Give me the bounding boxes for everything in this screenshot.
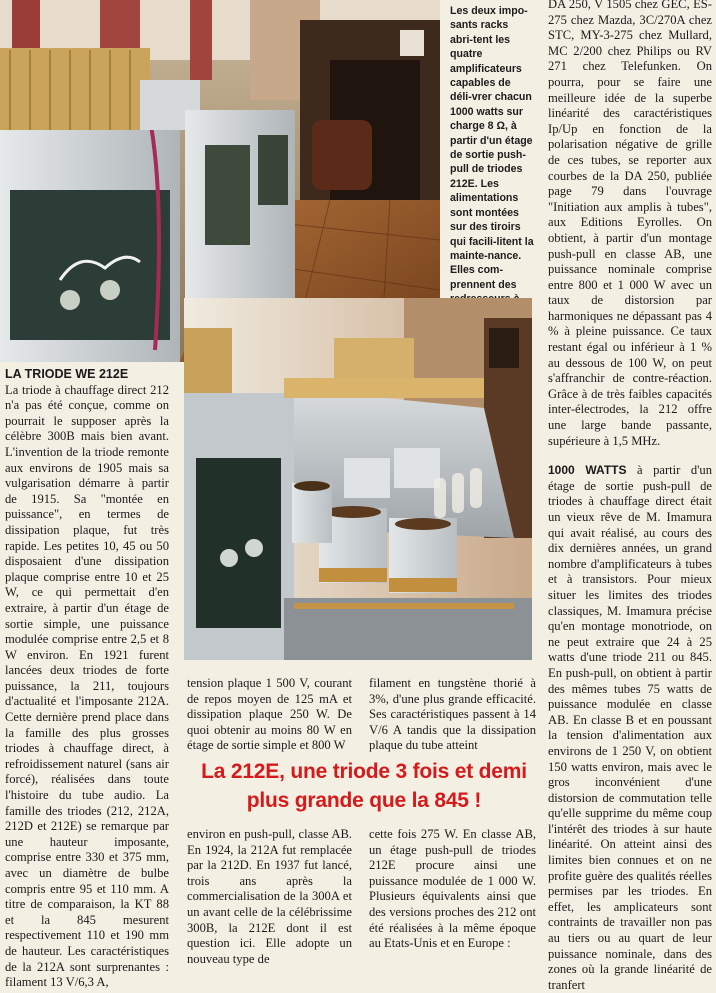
column-2-top: tension plaque 1 500 V, courant de repos moyen de 125 mA et dissipation plaque 250 W. De quoi obtenir au moins 80 W en étage de sortie simple et 800 W <box>187 676 352 753</box>
section-heading-1000-watts: 1000 WATTS <box>548 463 627 478</box>
section-heading-triode: LA TRIODE WE 212E <box>5 367 129 381</box>
column-3-bottom: cette fois 275 W. En classe AB, un étage push-pull de triodes 212E procure ainsi une puissance modulée de 1 000 W. Plusieurs équivalents ainsi que des versions proches des 212 ont été réalisées à la même époque au Etats-Unis et en Europe : <box>369 827 536 951</box>
column-3-top: filament en tungstène thorié à 3%, d'une plus grande efficacité. Ses caractéristiques passent à 14 V/6 A tandis que la dissipation plaque du tube atteint <box>369 676 536 753</box>
column-4-text-top: DA 250, V 1505 chez GEC, ES-275 chez Mazda, 3C/270A chez STC, MY-3-275 chez Mullard, MC 2/200 chez Philips ou RV 271 chez Telefunken. On pourra, pour se faire une meilleure idée de la superbe linéarité des caractéristiques Ip/Up en fonction de la polarisation négative de grille de ces tubes, se reporter aux courbes de la DA 250, publiée page 79 dans l'ouvrage "Initiation aux amplis à tubes", aux Editions Eyrolles. On obtient, à partir d'un montage push-pull en classe AB, une puissance nominale comprise entre 800 et 1 000 W avec un taux de distorsion par harmoniques ne dépassant pas 4 % à pleine puissance. Ce taux restant égal ou inférieur à 1 % au dessous de 100 W, on peut s'affranchir de contre-réaction. Grâce à de très faibles capacités inter-électrodes, la 212 offre une large bande passante, supérieure à 1,5 MHz. <box>548 0 712 448</box>
photo-caption: Les deux impo-sants racks abri-tent les quatre amplificateurs capables de déli-vrer chacun 1000 watts sur charge 8 Ω, à partir d'un étage de sortie push-pull de triodes 212E. Les alimentations sont montées sur des tiroirs qui facili-litent la mainte-nance. Elles com-prennent des <box>450 5 534 291</box>
column-1-text: La triode à chauffage direct 212 n'a pas été conçue, comme on pourrait le supposer après la célèbre 300B mais bien avant. L'invention de la triode remonte aux environs de 1905 mais sa vulgarisation démarre à partir de 1915. Sa "montée en puissance", en termes de dissipation plaque, fut très rapide. Les petites 10, 45 ou 50 disposaient d'une dissipation plaque comprise entre 10 et 25 W, ce qui permettait d'en extraire, à partir d'un étage de sortie simple, une puissance modulée comprise entre 2,5 et 8 W environ. En 1921 furent lancées deux triodes de forte puissance, la 211, toujours d'actualité et l'imposante 212A. Cette dernière prend place dans la famille des plus grosses triodes à chauffage direct, à refroidissement naturel (sans air forcé), réalisées dans toute l'histoire du tube audio. La famille des triodes (212, 212A, 212D et 212E) se remarque par une hauteur imposante, comprise entre 330 et 375 mm, avec un diamètre de bulbe compris entre 95 et 110 mm. A titre de comparaison, la KT 88 et la 845 mesurent respectivement 110 et 190 mm de hauteur. Les caractéristiques de la 212A sont surprenantes : filament 13 V/6,3 A, <box>5 382 169 990</box>
column-2-bottom: environ en push-pull, classe AB. En 1924, la 212A fut remplacée par la 212D. En 1937 fut lancé, trois ans après la commercialisation de la 300A et un avant celle de la célébrissime 300B, la 212E dont il est question ici. Elle adopte un nouveau type de <box>187 827 352 966</box>
column-4 <box>548 0 712 993</box>
photo-amplifier-closeup <box>184 298 532 660</box>
column-4-text-bottom: à partir d'un étage de sortie push-pull de triodes à chauffage direct était un vieux rêve de M. Imamura qui avait réalisé, au cours des dix dernières années, un grand nombre d'amplificateurs à tubes et à transistors. Pour mieux situer les limites des triodes classiques, M. Imamura précise qu'en montage monotriode, on ne peut extraire que 24 à 25 watts d'une triode 211 ou 845. En push-pull, on obtient à partir des mêmes tubes 75 watts de puissance modulée en classe AB. En classe B et en poussant la tension d'alimentation aux environs de 1 250 V, on obtient 150 watts environ, mais avec le gros inconvénient d'une distorsion de commutation telle qu'elle supprime du même coup l'intérêt des triodes à sur haute linéarité. On atteint ainsi des limites bien connues et on ne profite guère des qualités réelles permises par les triodes. En effet, les amplicateurs sont contraints de travailler non pas au tiers ou au quart de leur puissance nominale, dans des zones où la grande linéarité de tranfert <box>548 463 712 992</box>
pull-quote: La 212E, une triode 3 fois et demi plus grande que la 845 ! <box>201 760 527 812</box>
column-1 <box>5 367 169 991</box>
